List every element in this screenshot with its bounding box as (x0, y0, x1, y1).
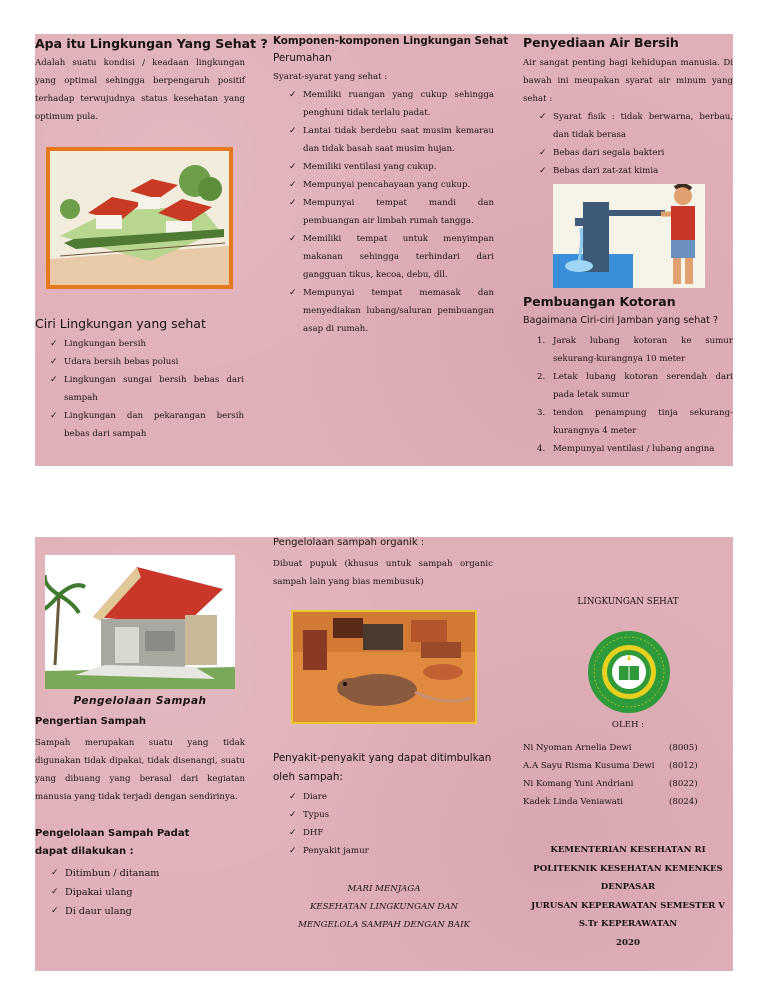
list-item: ✓ Diare (303, 788, 493, 806)
slogan-line: KESEHATAN LINGKUNGAN DAN (309, 902, 459, 912)
heading-diseases: Penyakit-penyakit yang dapat ditimbulkan oleh sampah: (273, 752, 492, 783)
heading-clean-water: Penyediaan Air Bersih (523, 35, 679, 50)
list-item: ✓ Ditimbun / ditanam (65, 864, 245, 883)
list-item: ✓ Penyakit jamur (303, 842, 493, 860)
heading-organic: Pengelolaan sampah organik : (273, 537, 425, 548)
list-item: ✓ Dipakai ulang (65, 883, 245, 902)
poltekkes-logo (587, 630, 671, 714)
heading-what-is: Apa itu Lingkungan Yang Sehat ? (35, 36, 268, 51)
institution-line: KEMENTERIAN KESEHATAN RI (550, 845, 706, 855)
slogan-line: MARI MENJAGA (347, 884, 421, 894)
list-item: ✓ Bebas dari zat-zat kimia (553, 162, 733, 180)
rat-garbage-illustration (291, 610, 477, 724)
list-item: Ni Nyoman Arnelia Dewi (8005) (523, 743, 698, 753)
list-item: ✓ Udara bersih bebas polusi (64, 353, 244, 371)
housing-illustration (46, 147, 233, 289)
latrine-list (537, 332, 733, 458)
list-item: ✓ Lingkungan sungai bersih bebas dari sampah (64, 371, 244, 407)
list-item: ✓ Lantai tidak berdebu saat musim kemarau dan tidak basah saat musim hujan. (303, 122, 494, 158)
diseases-list (303, 788, 493, 860)
list-item: 1. Jarak lubang kotoran ke sumur sekurang-kurangnya 10 meter (537, 336, 733, 364)
latrine-question: Bagaimana Ciri-ciri Jamban yang sehat ? (523, 315, 719, 326)
housing-requirements-list (303, 86, 494, 338)
list-item: 2. Letak lubang kotoran serendah dari pada letak sumur (537, 372, 733, 400)
list-item: ✓ Bebas dari segala bakteri (553, 144, 733, 162)
list-item: 3. tendon penampung tinja sekurang-kurangnya 4 meter (537, 408, 733, 436)
list-item: ✓ Memiliki ruangan yang cukup sehingga penghuni tidak terlalu padat. (303, 86, 494, 122)
oleh-label: OLEH : (611, 720, 645, 730)
solid-waste-list (65, 864, 245, 921)
hut-illustration (45, 555, 235, 689)
institution-line: POLITEKNIK KESEHATAN KEMENKES (533, 863, 723, 874)
list-item: ✓ Lingkungan bersih (64, 335, 244, 353)
list-item: A.A Sayu Risma Kusuma Dewi (8012) (523, 761, 698, 771)
water-intro: Air sangat penting bagi kehidupan manusia. Di bawah ini meupakan syarat air minum yang sehat : (523, 58, 733, 104)
water-pump-illustration (553, 184, 705, 288)
definition-text: Adalah suatu kondisi / keadaan lingkungan yang optimal sehingga berpengaruh positif terhadap terwujudnya status kesehatan yang optimum pula. (35, 58, 245, 122)
list-item: ✓ Syarat fisik : tidak berwarna, berbau, dan tidak berasa (553, 108, 733, 144)
heading-components: Komponen-komponen Lingkungan Sehat (273, 35, 509, 47)
institution-block (523, 841, 733, 952)
list-item: Kadek Linda Veniawati (8024) (523, 797, 698, 807)
list-item: 4. Mempunyai ventilasi / lubang angina (537, 444, 715, 454)
institution-line: JURUSAN KEPERAWATAN SEMESTER V (531, 900, 725, 911)
brochure-inner-page (35, 537, 733, 971)
slogan-line: MENGELOLA SAMPAH DENGAN BAIK (298, 920, 470, 930)
institution-line: 2020 (616, 937, 640, 948)
institution-line: S.Tr KEPERAWATAN (578, 919, 678, 929)
list-item: ✓ Memiliki tempat untuk menyimpan makanan sehingga terhindari dari gangguan tikus, kecoa, debu, dll. (303, 230, 494, 284)
water-requirements-list (553, 108, 733, 180)
heading-solid-waste: Pengelolaan Sampah Padat dapat dilakukan : (35, 828, 190, 857)
list-item: ✓ Mempunyai tempat mandi dan pembuangan air limbah rumah tangga. (303, 194, 494, 230)
authors-list (523, 739, 733, 811)
list-item: ✓ Di daur ulang (65, 902, 245, 921)
waste-definition-text: Sampah merupakan suatu yang tidak digunakan tidak dipakai, tidak disenangi, suatu yang dibuang yang berasal dari kegiatan manusia yang tidak terjadi dengan sendirinya. (35, 738, 245, 802)
list-item: ✓ Mempunyai tempat memasak dan menyediakan lubang/saluran pembuangan asap di rumah. (303, 284, 494, 338)
list-item: ✓ Memiliki ventilasi yang cukup. (303, 158, 494, 176)
waste-management-caption: Pengelolaan Sampah (73, 695, 207, 707)
slogan (273, 880, 495, 934)
list-item: ✓ DHF (303, 824, 493, 842)
ciri-list (64, 335, 244, 443)
heading-ciri: Ciri Lingkungan yang sehat (35, 316, 206, 331)
institution-line: DENPASAR (600, 882, 656, 892)
heading-waste-disposal: Pembuangan Kotoran (523, 294, 676, 309)
list-item: ✓ Typus (303, 806, 493, 824)
brochure-title: LINGKUNGAN SEHAT (577, 597, 679, 607)
subheading-housing: Perumahan (273, 52, 332, 64)
requirements-label: Syarat-syarat yang sehat : (273, 72, 388, 82)
list-item: Ni Komang Yuni Andriani (8022) (523, 779, 698, 789)
heading-waste-definition: Pengertian Sampah (35, 716, 147, 727)
list-item: ✓ Mempunyai pencahayaan yang cukup. (303, 176, 494, 194)
list-item: ✓ Lingkungan dan pekarangan bersih bebas dari sampah (64, 407, 244, 443)
brochure-outer-page (35, 34, 733, 466)
organic-text: Dibuat pupuk (khusus untuk sampah organic sampah lain yang bias membusuk) (273, 559, 493, 587)
